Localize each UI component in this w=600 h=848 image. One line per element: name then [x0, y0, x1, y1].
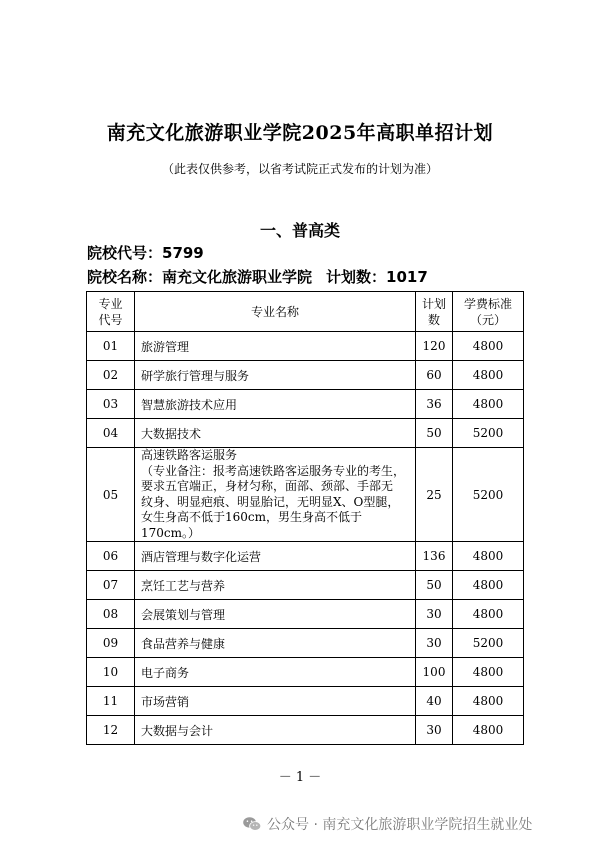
- header-code: 专业 代号: [87, 292, 135, 332]
- table-row: 02 研学旅行管理与服务 60 4800: [87, 361, 524, 390]
- section-heading: 一、普高类: [259, 221, 340, 240]
- header-count: 计划 数: [416, 292, 453, 332]
- table-row: 03 智慧旅游技术应用 36 4800: [87, 390, 524, 419]
- page-number: － 1 －: [278, 770, 322, 785]
- table-row: 07 烹饪工艺与营养 50 4800: [87, 571, 524, 600]
- table-row: 08 会展策划与管理 30 4800: [87, 600, 524, 629]
- table-row: 12 大数据与会计 30 4800: [87, 716, 524, 745]
- enrollment-plan-table: [86, 291, 524, 745]
- table-row: 01 旅游管理 120 4800: [87, 332, 524, 361]
- document-subtitle: （此表仅供参考，以省考试院正式发布的计划为准）: [161, 162, 438, 176]
- table-row: 05 高速铁路客运服务 （专业备注：报考高速铁路客运服务专业的考生， 要求五官端正，身材匀称，面部、颈部、手部无 纹身、明显疤痕、明显胎记，无明显X、O型腿， 女生身高不低于160cm，男生身高不低于170cm。） 25 5200: [87, 448, 524, 542]
- school-code: 院校代号：5799: [87, 244, 204, 262]
- table-row: 11 市场营销 40 4800: [87, 687, 524, 716]
- footer-text: 公众号 · 南充文化旅游职业学院招生就业处: [267, 817, 533, 833]
- school-name-line: [87, 266, 428, 287]
- table-row: 06 酒店管理与数字化运营 136 4800: [87, 542, 524, 571]
- header-fee: 学费标准 （元）: [453, 292, 524, 332]
- table-row: 04 大数据技术 50 5200: [87, 419, 524, 448]
- school-name: 院校名称：南充文化旅游职业学院: [87, 268, 313, 286]
- wechat-icon: [242, 816, 262, 832]
- wechat-footer-watermark: [242, 814, 532, 834]
- table-row: 10 电子商务 100 4800: [87, 658, 524, 687]
- plan-total: 计划数：1017: [326, 268, 428, 286]
- document-title: 南充文化旅游职业学院2025年高职单招计划: [106, 122, 494, 144]
- table-row: 09 食品营养与健康 30 5200: [87, 629, 524, 658]
- major-with-note: 高速铁路客运服务 （专业备注：报考高速铁路客运服务专业的考生， 要求五官端正，身材匀称，面部、颈部、手部无 纹身、明显疤痕、明显胎记，无明显X、O型腿， 女生身高不低于160cm，男生身高不低于170cm。）: [135, 448, 416, 542]
- header-name: 专业名称: [135, 292, 416, 332]
- table-header-row: [87, 292, 524, 332]
